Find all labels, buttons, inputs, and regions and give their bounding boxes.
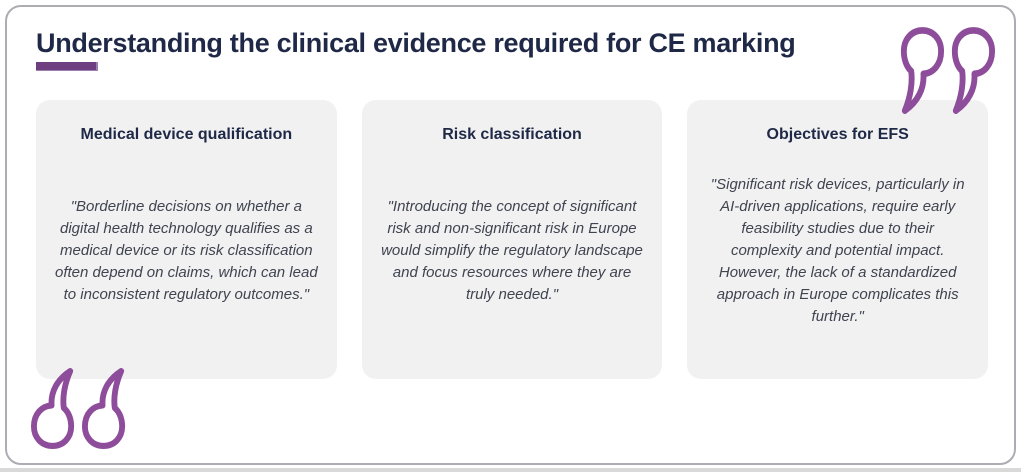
closing-quotation-marks-icon bbox=[896, 26, 996, 114]
card-quote-text: "Borderline decisions on whether a digital health technology qualifies as a medical device or its risk classification often depend on claims, which can lead to inconsistent regulatory outcomes." bbox=[55, 197, 318, 303]
page-title: Understanding the clinical evidence required for CE marking bbox=[36, 28, 796, 58]
card-heading: Risk classification bbox=[442, 126, 582, 143]
opening-quotation-marks-icon bbox=[30, 368, 130, 450]
cards-row bbox=[36, 100, 988, 379]
bottom-divider bbox=[0, 468, 1021, 472]
card-risk-classification bbox=[362, 100, 663, 379]
card-objectives-for-efs bbox=[687, 100, 988, 379]
card-heading: Medical device qualification bbox=[80, 126, 293, 143]
title-accent-underline bbox=[36, 62, 98, 71]
card-medical-device-qualification bbox=[36, 100, 337, 379]
card-heading: Objectives for EFS bbox=[766, 126, 909, 143]
card-quote-text: "Significant risk devices, particularly in AI-driven applications, require early feasibility studies due to their complexity and potential impact. However, the lack of a standardized approach in Europe complicates this further." bbox=[710, 175, 965, 325]
card-quote-text: "Introducing the concept of significant risk and non-significant risk in Europe would simplify the regulatory landscape and focus resources where they are truly needed." bbox=[381, 197, 643, 303]
